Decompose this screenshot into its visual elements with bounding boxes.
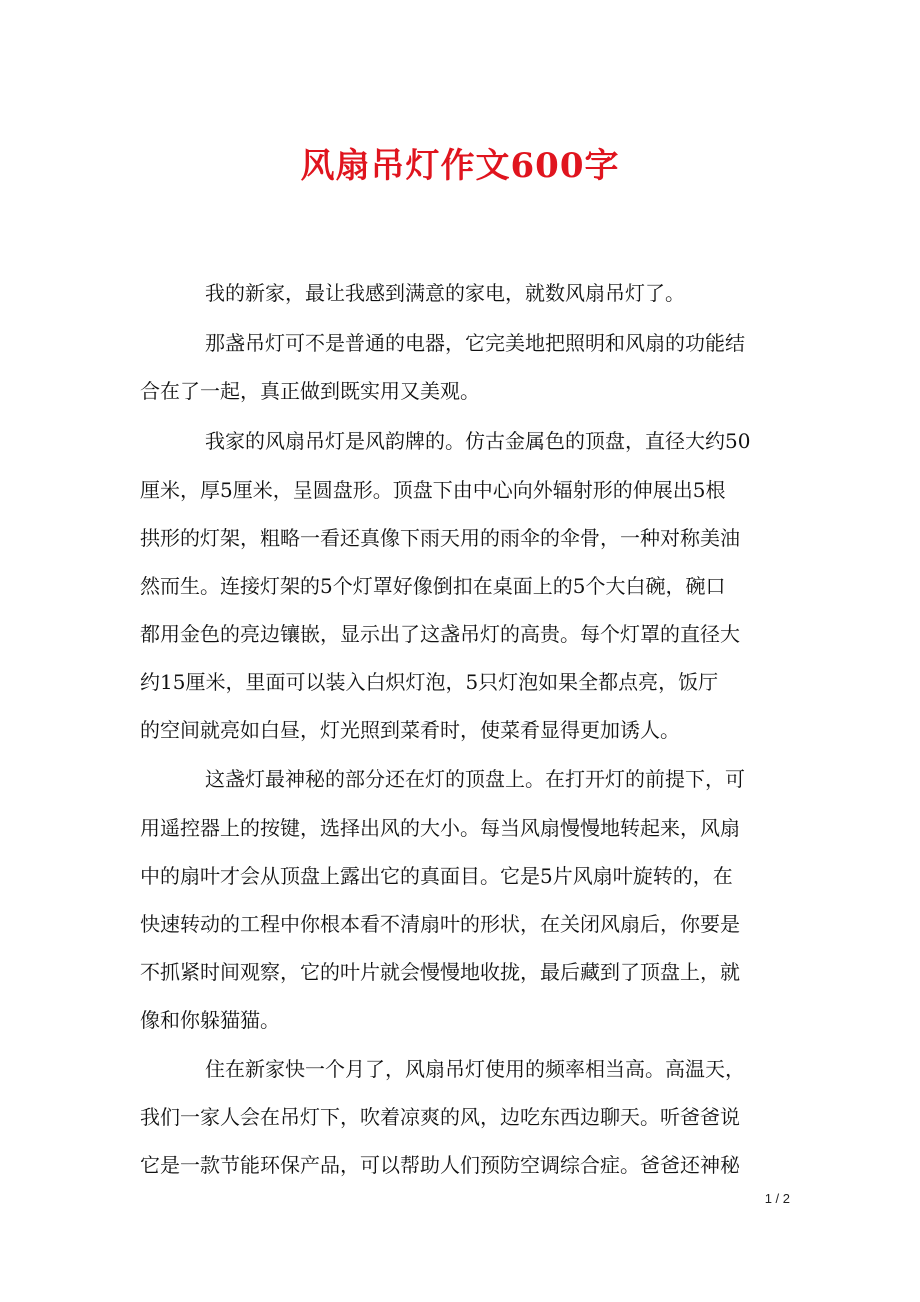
paragraph-4-line-4: 快速转动的工程中你根本看不清扇叶的形状，在关闭风扇后，你要是 xyxy=(140,912,740,936)
document-title: 风扇吊灯作文600字 xyxy=(300,146,620,186)
paragraph-3-line-4: 然而生。连接灯架的5个灯罩好像倒扣在桌面上的5个大白碗，碗口 xyxy=(140,574,726,598)
paragraph-4-line-2: 用遥控器上的按键，选择出风的大小。每当风扇慢慢地转起来，风扇 xyxy=(140,816,740,840)
paragraph-4-line-3: 中的扇叶才会从顶盘上露出它的真面目。它是5片风扇叶旋转的，在 xyxy=(140,864,733,888)
paragraph-4-line-5: 不抓紧时间观察，它的叶片就会慢慢地收拢，最后藏到了顶盘上，就 xyxy=(140,960,740,984)
paragraph-3-line-7: 的空间就亮如白昼，灯光照到菜肴时，使菜肴显得更加诱人。 xyxy=(140,718,680,742)
paragraph-4-line-1: 这盏灯最神秘的部分还在灯的顶盘上。在打开灯的前提下，可 xyxy=(205,767,745,791)
paragraph-3-line-5: 都用金色的亮边镶嵌，显示出了这盏吊灯的高贵。每个灯罩的直径大 xyxy=(140,622,740,646)
paragraph-3-line-1: 我家的风扇吊灯是风韵牌的。仿古金属色的顶盘，直径大约50 xyxy=(205,429,751,453)
paragraph-5-line-2: 我们一家人会在吊灯下，吹着凉爽的风，边吃东西边聊天。听爸爸说 xyxy=(140,1105,740,1129)
page-number: 1 / 2 xyxy=(764,1191,790,1206)
paragraph-3-line-6: 约15厘米，里面可以装入白炽灯泡，5只灯泡如果全都点亮，饭厅 xyxy=(140,670,719,694)
paragraph-2-line-2: 合在了一起，真正做到既实用又美观。 xyxy=(140,379,480,403)
paragraph-3-line-2: 厘米，厚5厘米，呈圆盘形。顶盘下由中心向外辐射形的伸展出5根 xyxy=(140,478,726,502)
paragraph-4-line-6: 像和你躲猫猫。 xyxy=(140,1008,280,1032)
paragraph-5-line-1: 住在新家快一个月了，风扇吊灯使用的频率相当高。高温天， xyxy=(205,1057,745,1081)
paragraph-2-line-1: 那盏吊灯可不是普通的电器，它完美地把照明和风扇的功能结 xyxy=(205,331,745,355)
paragraph-1-line-1: 我的新家，最让我感到满意的家电，就数风扇吊灯了。 xyxy=(205,281,685,305)
paragraph-5-line-3: 它是一款节能环保产品，可以帮助人们预防空调综合症。爸爸还神秘 xyxy=(140,1153,740,1177)
paragraph-3-line-3: 拱形的灯架，粗略一看还真像下雨天用的雨伞的伞骨，一种对称美油 xyxy=(140,526,740,550)
